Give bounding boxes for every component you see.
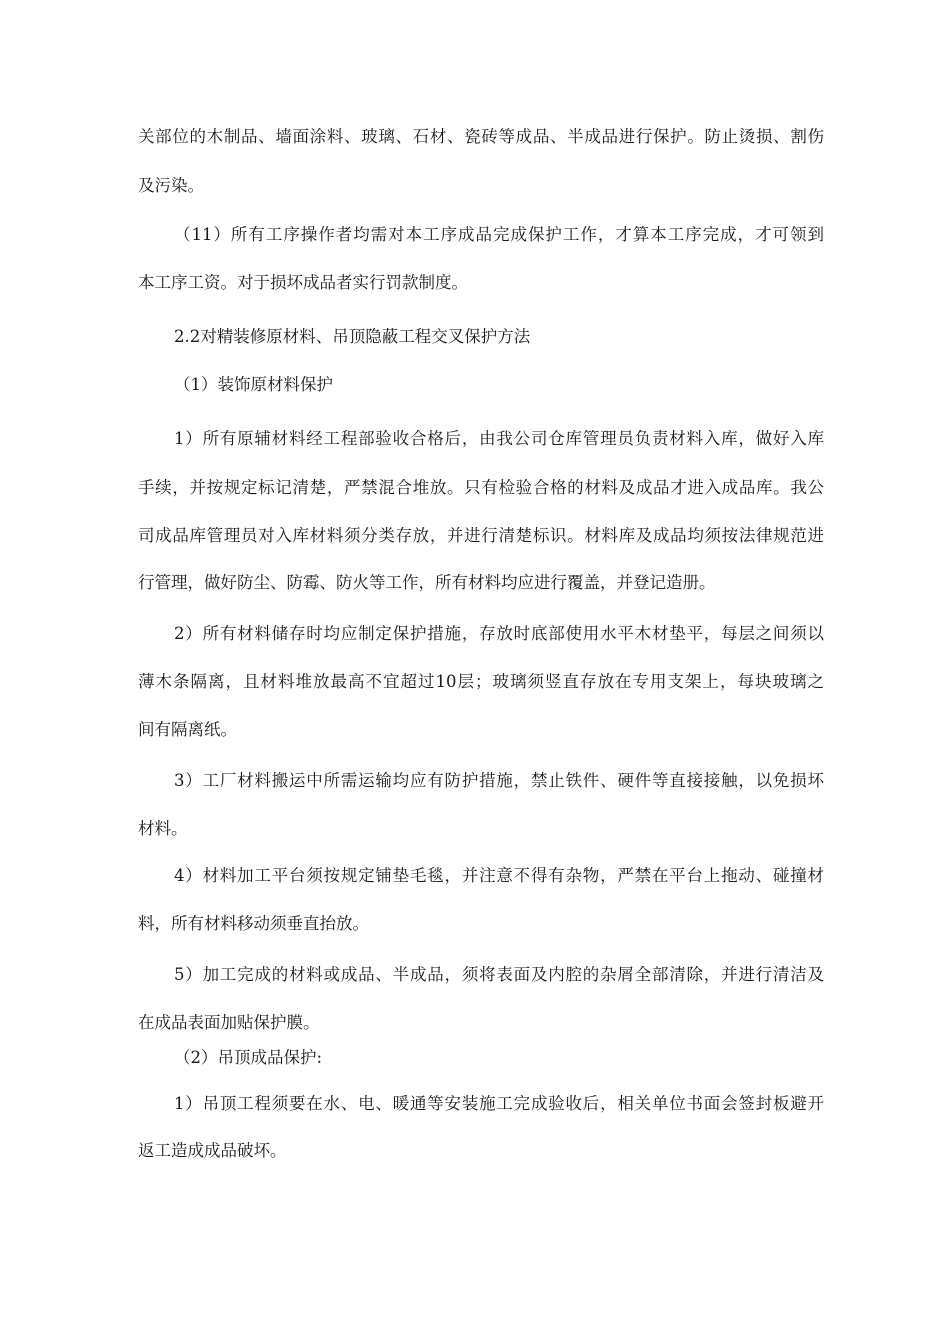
subsection-heading-2: （2）吊顶成品保护: [174, 1048, 323, 1067]
item-1-line-3: 司成品库管理员对入库材料须分类存放，并进行清楚标识。材料库及成品均须按法律规范进 [138, 526, 824, 545]
item-2-line-2: 薄木条隔离，且材料堆放最高不宜超过10层；玻璃须竖直存放在专用支架上，每块玻璃之 [138, 672, 824, 691]
ceiling-item-1-line-1: 1）吊顶工程须要在水、电、暖通等安装施工完成验收后，相关单位书面会签封板避开 [174, 1094, 824, 1113]
item-1-line-2: 手续，并按规定标记清楚，严禁混合堆放。只有检验合格的材料及成品才进入成品库。我公 [138, 478, 824, 497]
item-5-line-2: 在成品表面加贴保护膜。 [138, 1013, 320, 1032]
item-5-line-1: 5）加工完成的材料或成品、半成品，须将表面及内腔的杂屑全部清除，并进行清洁及 [174, 965, 824, 984]
item-1-line-1: 1）所有原辅材料经工程部验收合格后，由我公司仓库管理员负责材料入库，做好入库 [174, 429, 824, 448]
item-1-line-4: 行管理，做好防尘、防霉、防火等工作，所有材料均应进行覆盖，并登记造册。 [138, 573, 716, 592]
text-line: 及污染。 [138, 176, 204, 195]
item-2-line-3: 间有隔离纸。 [138, 720, 237, 739]
item-4-line-1: 4）材料加工平台须按规定铺垫毛毯，并注意不得有杂物，严禁在平台上拖动、碰撞材 [174, 866, 824, 885]
section-heading-2-2: 2.2对精装修原材料、吊顶隐蔽工程交叉保护方法 [174, 327, 531, 346]
text-line: 关部位的木制品、墙面涂料、玻璃、石材、瓷砖等成品、半成品进行保护。防止烫损、割伤 [138, 127, 824, 146]
paragraph-11-line-1: （11）所有工序操作者均需对本工序成品完成保护工作，才算本工序完成，才可领到 [174, 225, 824, 244]
item-4-line-2: 料，所有材料移动须垂直抬放。 [138, 914, 369, 933]
item-2-line-1: 2）所有材料储存时均应制定保护措施，存放时底部使用水平木材垫平，每层之间须以 [174, 624, 824, 643]
paragraph-11-line-2: 本工序工资。对于损坏成品者实行罚款制度。 [138, 273, 468, 292]
subsection-heading-1: （1）装饰原材料保护 [174, 375, 333, 394]
ceiling-item-1-line-2: 返工造成成品破坏。 [138, 1141, 287, 1160]
item-3-line-2: 材料。 [138, 819, 188, 838]
item-3-line-1: 3）工厂材料搬运中所需运输均应有防护措施，禁止铁件、硬件等直接接触，以免损坏 [174, 771, 824, 790]
